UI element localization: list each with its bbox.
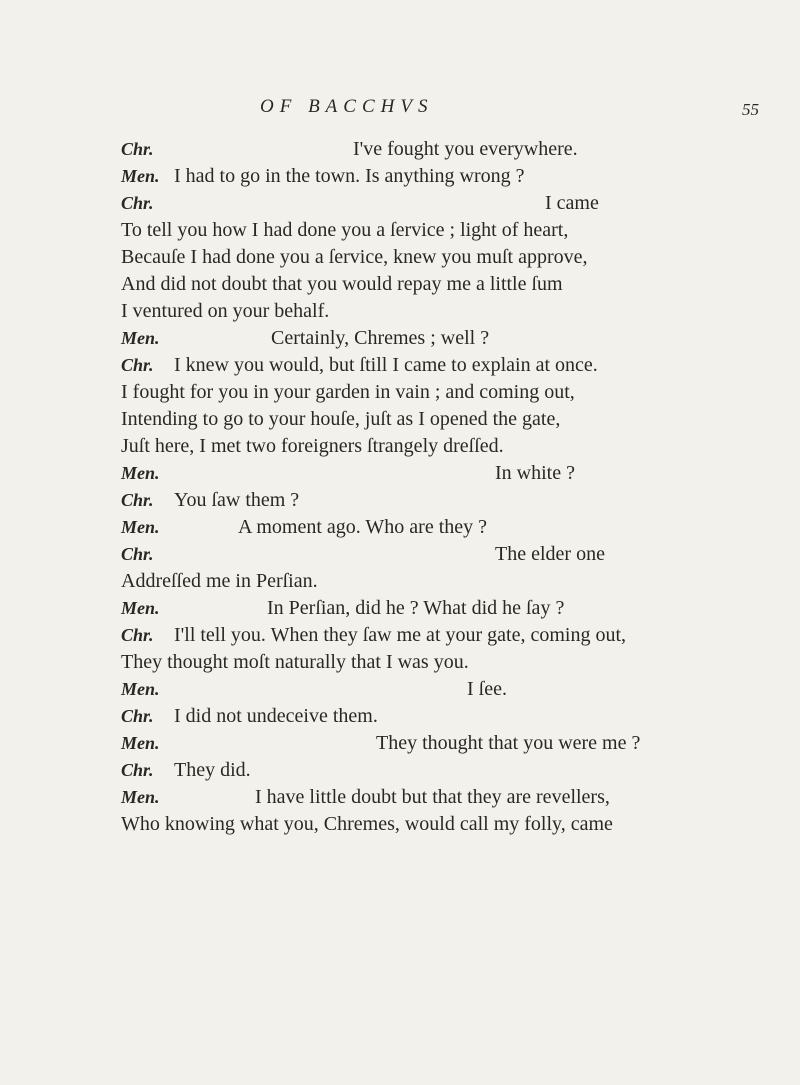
verse-line: [121, 217, 681, 244]
line-text: I've fought you everywhere.: [353, 138, 578, 160]
line-text: I had to go in the town. Is anything wrong ?: [174, 165, 525, 187]
speaker-label: Chr.: [121, 355, 154, 375]
line-text: Certainly, Chremes ; well ?: [271, 327, 490, 349]
verse-line: [121, 244, 681, 271]
line-text: They thought moſt naturally that I was you.: [121, 651, 469, 673]
verse-line: [121, 730, 681, 757]
speaker-label: Chr.: [121, 706, 154, 726]
line-text: A moment ago. Who are they ?: [238, 516, 488, 538]
verse-line: [121, 541, 681, 568]
line-text: They thought that you were me ?: [376, 732, 641, 754]
line-text: To tell you how I had done you a ſervice ; light of heart,: [121, 219, 569, 241]
verse-line: [121, 163, 681, 190]
verse-line: [121, 595, 681, 622]
speaker-label: Men.: [121, 598, 160, 618]
verse-line: [121, 190, 681, 217]
verse-line: [121, 271, 681, 298]
verse-line: [121, 703, 681, 730]
verse-line: [121, 460, 681, 487]
line-text: I did not undeceive them.: [174, 705, 378, 727]
line-text: I ventured on your behalf.: [121, 300, 330, 322]
line-text: I'll tell you. When they ſaw me at your gate, coming out,: [174, 624, 627, 646]
speaker-label: Men.: [121, 787, 160, 807]
verse-line: [121, 811, 681, 838]
verse-line: [121, 622, 681, 649]
speaker-label: Chr.: [121, 625, 154, 645]
verse-line: [121, 406, 681, 433]
speaker-label: Men.: [121, 463, 160, 483]
verse-line: [121, 676, 681, 703]
speaker-label: Chr.: [121, 139, 154, 159]
line-text: I ſee.: [467, 678, 507, 700]
verse-text: [121, 136, 681, 838]
line-text: I have little doubt but that they are revellers,: [255, 786, 610, 808]
verse-line: [121, 784, 681, 811]
line-text: The elder one: [495, 543, 605, 565]
running-head: OF BACCHVS: [260, 96, 434, 117]
line-text: They did.: [174, 759, 251, 781]
speaker-label: Men.: [121, 166, 160, 186]
verse-line: [121, 514, 681, 541]
line-text: Who knowing what you, Chremes, would call my folly, came: [121, 813, 613, 835]
line-text: I came: [545, 192, 599, 214]
verse-line: [121, 325, 681, 352]
page-header: [0, 96, 800, 130]
verse-line: [121, 649, 681, 676]
speaker-label: Chr.: [121, 760, 154, 780]
line-text: Becauſe I had done you a ſervice, knew you muſt approve,: [121, 246, 588, 268]
line-text: I knew you would, but ſtill I came to explain at once.: [174, 354, 598, 376]
verse-line: [121, 298, 681, 325]
verse-line: [121, 433, 681, 460]
line-text: Juſt here, I met two foreigners ſtrangely dreſſed.: [121, 435, 504, 457]
line-text: I fought for you in your garden in vain ; and coming out,: [121, 381, 575, 403]
speaker-label: Men.: [121, 733, 160, 753]
verse-line: [121, 757, 681, 784]
speaker-label: Men.: [121, 679, 160, 699]
line-text: Intending to go to your houſe, juſt as I opened the gate,: [121, 408, 561, 430]
line-text: In Perſian, did he ? What did he ſay ?: [267, 597, 565, 619]
line-text: You ſaw them ?: [174, 489, 300, 511]
verse-line: [121, 352, 681, 379]
verse-line: [121, 487, 681, 514]
speaker-label: Chr.: [121, 490, 154, 510]
verse-line: [121, 136, 681, 163]
speaker-label: Chr.: [121, 193, 154, 213]
line-text: In white ?: [495, 462, 575, 484]
line-text: Addreſſed me in Perſian.: [121, 570, 318, 592]
speaker-label: Men.: [121, 328, 160, 348]
verse-line: [121, 379, 681, 406]
verse-line: [121, 568, 681, 595]
page-number: 55: [742, 100, 759, 119]
line-text: And did not doubt that you would repay me a little ſum: [121, 273, 563, 295]
speaker-label: Chr.: [121, 544, 154, 564]
speaker-label: Men.: [121, 517, 160, 537]
